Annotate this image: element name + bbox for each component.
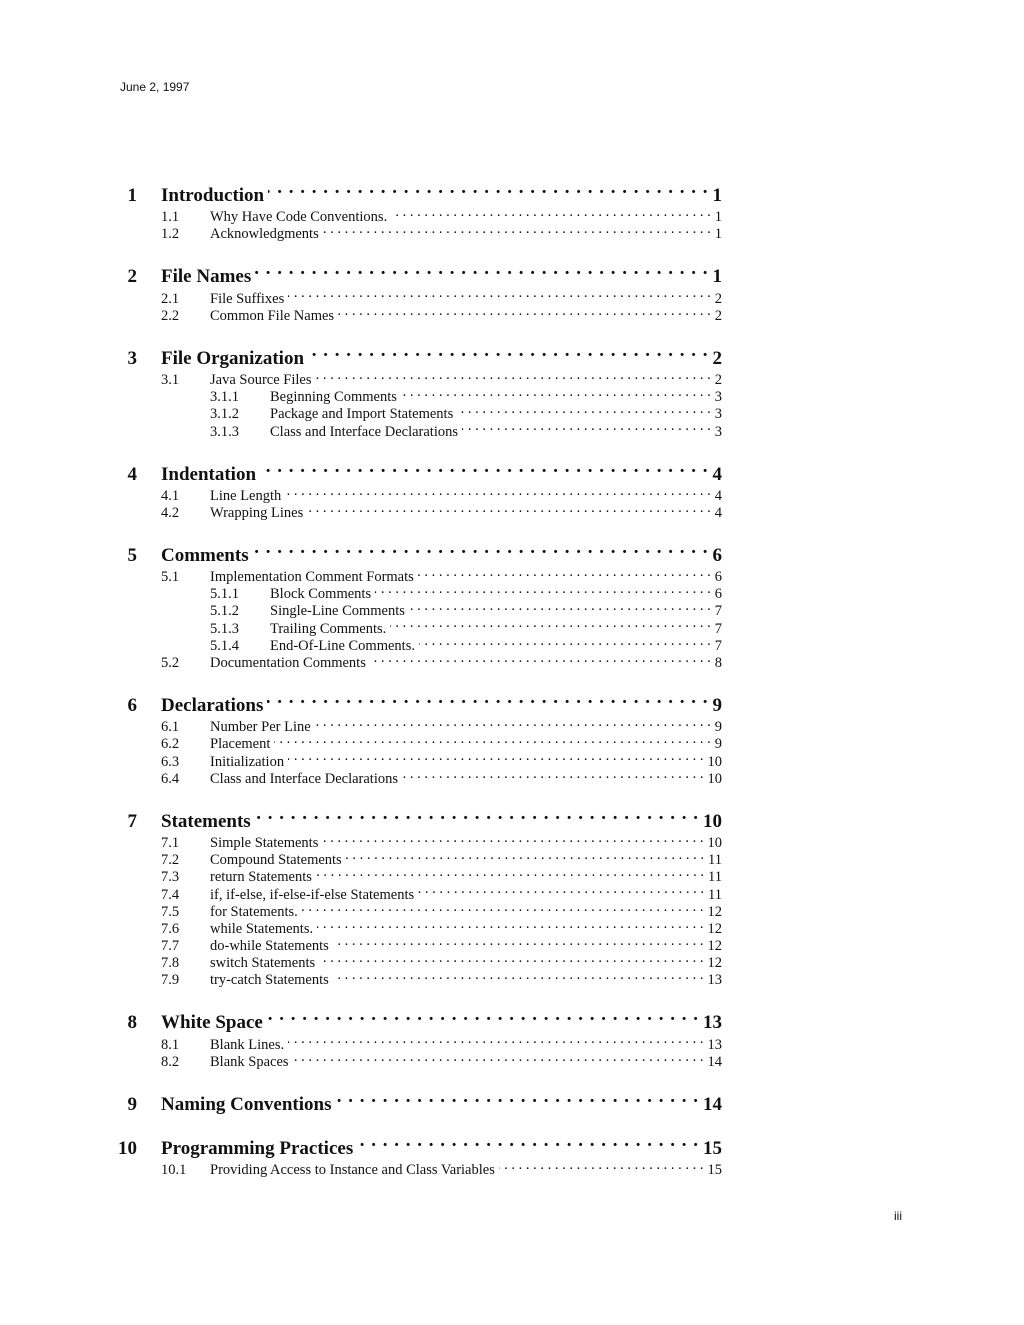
entry-number: 7.4 (161, 886, 180, 903)
dot-leader (375, 581, 711, 598)
dot-leader (338, 303, 711, 320)
entry-title: try-catch Statements (210, 972, 329, 989)
entry-page: 13 (707, 1036, 722, 1053)
entry-page: 9 (712, 695, 722, 716)
entry-title: Statements (161, 810, 251, 832)
entry-title: Single-Line Comments (270, 603, 405, 620)
dot-leader (302, 899, 704, 916)
dot-leader (462, 418, 711, 435)
entry-title: Class and Interface Declarations (270, 423, 459, 440)
entry-page: 10 (707, 834, 722, 851)
dot-leader (402, 766, 703, 783)
entry-title: File Suffixes (210, 290, 285, 307)
entry-number: 7.8 (161, 955, 180, 972)
entry-page: 6 (714, 586, 722, 603)
entry-page: 4 (714, 487, 722, 504)
dot-leader (285, 483, 710, 500)
entry-number: 1.1 (161, 209, 180, 226)
toc-section (100, 338, 722, 440)
entry-page: 9 (714, 736, 722, 753)
entry-title: Line Length (210, 487, 282, 504)
entry-page: 11 (708, 886, 722, 903)
entry-title: White Space (161, 1012, 263, 1034)
entry-title: File Organization (161, 347, 305, 369)
entry-number: 7.5 (161, 903, 180, 920)
entry-page: 13 (703, 1012, 722, 1034)
entry-number: 7.7 (161, 938, 180, 955)
entry-number: 10 (118, 1137, 137, 1159)
toc-section (100, 256, 722, 324)
entry-page: 4 (714, 504, 722, 521)
entry-title: Why Have Code Conventions. (210, 209, 388, 226)
dot-leader (253, 535, 709, 561)
entry-page: 14 (703, 1093, 722, 1115)
entry-page: 1 (714, 209, 722, 226)
toc-section (100, 535, 722, 672)
dot-leader (419, 633, 711, 650)
dot-leader (370, 650, 711, 667)
entry-title: if, if-else, if-else-if-else Statements (210, 886, 415, 903)
entry-page: 10 (707, 770, 722, 787)
entry-page: 15 (703, 1137, 722, 1159)
entry-page: 1 (714, 226, 722, 243)
dot-leader (315, 367, 710, 384)
dot-leader (457, 401, 711, 418)
entry-title: Declarations (161, 695, 264, 716)
entry-page: 8 (714, 655, 722, 672)
entry-title: Programming Practices (161, 1137, 354, 1159)
toc-chapter-entry[interactable] (100, 256, 722, 288)
dot-leader (274, 731, 710, 748)
entry-number: 6.2 (161, 736, 180, 753)
entry-title: Trailing Comments. (270, 620, 387, 637)
dot-leader (336, 1084, 700, 1110)
entry-number: 7.1 (161, 834, 180, 851)
entry-title: Class and Interface Declarations (210, 770, 399, 787)
toc-chapter-entry[interactable] (100, 1128, 722, 1159)
entry-number: 6 (127, 695, 137, 716)
entry-number: 7.6 (161, 920, 180, 937)
dot-leader (255, 801, 699, 827)
toc-chapter-entry[interactable] (100, 801, 722, 832)
entry-page: 2 (714, 290, 722, 307)
entry-page: 3 (714, 389, 722, 406)
entry-number: 6.4 (161, 770, 180, 787)
dot-leader (357, 1128, 699, 1154)
entry-number: 8 (127, 1012, 137, 1034)
entry-number: 5.2 (161, 655, 180, 672)
entry-page: 2 (714, 307, 722, 324)
toc-section (100, 175, 722, 243)
entry-number: 3.1 (161, 371, 180, 388)
dot-leader (308, 338, 708, 364)
entry-title: Common File Names (210, 307, 335, 324)
toc-section (100, 1002, 722, 1070)
entry-page: 1 (712, 266, 722, 288)
entry-title: for Statements. (210, 903, 298, 920)
entry-page: 12 (707, 903, 722, 920)
dot-leader (346, 847, 704, 864)
entry-number: 3 (127, 347, 137, 369)
toc-chapter-entry[interactable] (100, 1084, 722, 1115)
toc-chapter-entry[interactable] (100, 338, 722, 369)
dot-leader (293, 1049, 704, 1066)
toc-section (100, 685, 722, 787)
dot-leader (401, 384, 711, 401)
entry-page: 2 (712, 347, 722, 369)
entry-page: 4 (712, 463, 722, 485)
dot-leader (317, 916, 703, 933)
entry-page: 6 (714, 569, 722, 586)
dot-leader (267, 685, 708, 711)
toc-chapter-entry[interactable] (100, 454, 722, 485)
dot-leader (260, 454, 708, 480)
entry-title: Compound Statements (210, 852, 342, 869)
dot-leader (323, 221, 711, 238)
dot-leader (288, 748, 703, 765)
entry-number: 10.1 (161, 1162, 187, 1179)
dot-leader (418, 564, 711, 581)
entry-number: 3.1.1 (210, 389, 239, 406)
dot-leader (307, 500, 711, 517)
entry-title: Number Per Line (210, 719, 311, 736)
entry-page: 11 (708, 852, 722, 869)
entry-page: 10 (703, 810, 722, 832)
entry-number: 5.1 (161, 569, 180, 586)
entry-number: 4.2 (161, 504, 180, 521)
entry-page: 12 (707, 920, 722, 937)
toc-section (100, 1084, 722, 1115)
entry-number: 5.1.3 (210, 620, 239, 637)
entry-number: 2 (127, 266, 137, 288)
entry-page: 6 (712, 544, 722, 566)
entry-number: 9 (127, 1093, 137, 1115)
entry-number: 2.1 (161, 290, 180, 307)
dot-leader (255, 256, 708, 282)
entry-page: 11 (708, 869, 722, 886)
entry-title: Initialization (210, 753, 285, 770)
entry-number: 7.2 (161, 852, 180, 869)
entry-title: Documentation Comments (210, 655, 366, 672)
entry-title: Indentation (161, 463, 257, 485)
entry-title: Package and Import Statements (270, 406, 454, 423)
dot-leader (288, 285, 711, 302)
entry-page: 12 (707, 955, 722, 972)
entry-number: 6.3 (161, 753, 180, 770)
entry-number: 7 (127, 810, 137, 832)
entry-title: Introduction (161, 185, 265, 206)
entry-title: Blank Lines. (210, 1036, 285, 1053)
entry-number: 3.1.2 (210, 406, 239, 423)
entry-page: 15 (707, 1162, 722, 1179)
entry-number: 6.1 (161, 719, 180, 736)
entry-title: Naming Conventions (161, 1093, 332, 1115)
entry-number: 5.1.4 (210, 637, 239, 654)
entry-number: 7.9 (161, 972, 180, 989)
toc-chapter-entry[interactable] (100, 685, 722, 716)
toc-section (100, 801, 722, 989)
entry-number: 5.1.1 (210, 586, 239, 603)
toc-section (100, 1128, 722, 1179)
entry-title: End-Of-Line Comments. (270, 637, 415, 654)
entry-number: 3.1.3 (210, 423, 239, 440)
entry-page: 7 (714, 620, 722, 637)
entry-title: Simple Statements (210, 834, 319, 851)
entry-number: 8.2 (161, 1053, 180, 1070)
dot-leader (315, 714, 711, 731)
entry-page: 3 (714, 406, 722, 423)
entry-number: 1 (127, 185, 137, 206)
table-of-contents (100, 175, 722, 1192)
entry-page: 9 (714, 719, 722, 736)
entry-title: Beginning Comments (270, 389, 397, 406)
dot-leader (391, 204, 711, 221)
entry-number: 4 (127, 463, 137, 485)
dot-leader (333, 967, 704, 984)
toc-chapter-entry[interactable] (100, 535, 722, 566)
entry-page: 12 (707, 938, 722, 955)
entry-page: 3 (714, 423, 722, 440)
entry-page: 14 (707, 1053, 722, 1070)
entry-number: 7.3 (161, 869, 180, 886)
entry-page: 1 (712, 185, 722, 206)
dot-leader (418, 881, 704, 898)
entry-number: 2.2 (161, 307, 180, 324)
entry-number: 5 (127, 544, 137, 566)
toc-chapter-entry[interactable] (100, 175, 722, 206)
entry-title: Blank Spaces (210, 1053, 289, 1070)
dot-leader (288, 1031, 703, 1048)
entry-number: 1.2 (161, 226, 180, 243)
entry-page: 7 (714, 603, 722, 620)
page-number: iii (894, 1209, 902, 1223)
entry-title: switch Statements (210, 955, 316, 972)
toc-chapter-entry[interactable] (100, 1002, 722, 1034)
entry-title: Comments (161, 544, 249, 566)
entry-title: do-while Statements (210, 938, 329, 955)
entry-title: Java Source Files (210, 371, 312, 388)
entry-title: File Names (161, 266, 252, 288)
entry-title: Implementation Comment Formats (210, 569, 414, 586)
entry-title: Wrapping Lines (210, 504, 304, 521)
dot-leader (316, 864, 704, 881)
entry-page: 2 (714, 371, 722, 388)
entry-page: 13 (707, 972, 722, 989)
entry-page: 10 (707, 753, 722, 770)
toc-section (100, 454, 722, 521)
dot-leader (322, 830, 703, 847)
entry-number: 4.1 (161, 487, 180, 504)
entry-title: while Statements. (210, 920, 314, 937)
dot-leader (267, 1002, 699, 1028)
entry-number: 5.1.2 (210, 603, 239, 620)
dot-leader (499, 1157, 704, 1174)
entry-title: Acknowledgments (210, 226, 319, 243)
dot-leader (319, 950, 703, 967)
entry-page: 7 (714, 637, 722, 654)
dot-leader (390, 615, 710, 632)
entry-title: return Statements (210, 869, 312, 886)
entry-title: Placement (210, 736, 271, 753)
dot-leader (333, 933, 704, 950)
running-header-date: June 2, 1997 (120, 80, 190, 94)
entry-title: Providing Access to Instance and Class Variables (210, 1162, 495, 1179)
entry-number: 8.1 (161, 1036, 180, 1053)
dot-leader (268, 175, 708, 201)
entry-title: Block Comments (270, 586, 372, 603)
dot-leader (409, 598, 711, 615)
